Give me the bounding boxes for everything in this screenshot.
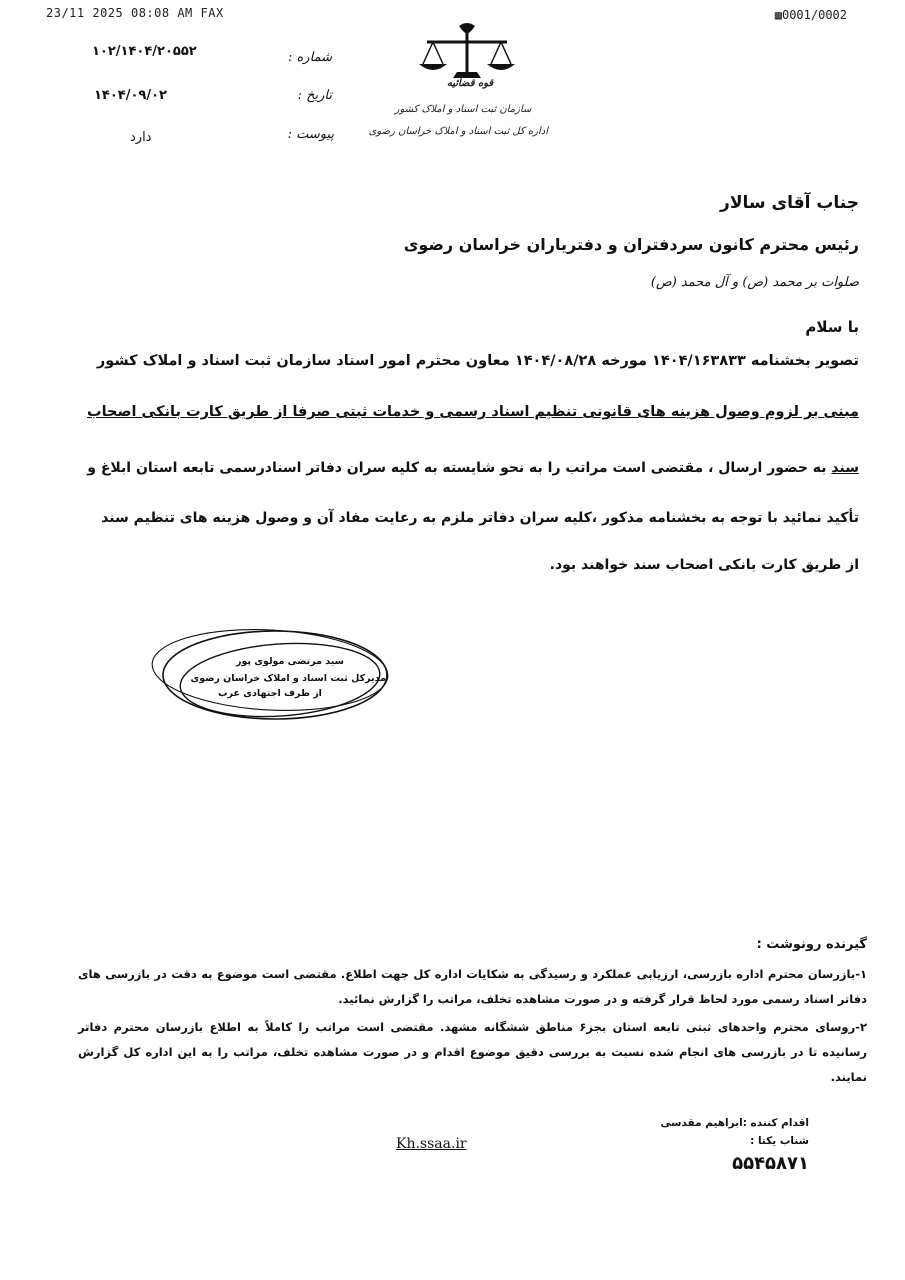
- page-icon: ▩: [774, 8, 782, 22]
- letter-number: ۱۰۲/۱۴۰۴/۲۰۵۵۲: [92, 44, 197, 59]
- copy-item-1: ۱-بازرسان محترم اداره بازرسی، ارزیابی عملکرد و رسیدگی به شکایات اداره کل جهت اطلاع. مقتضی است موضوع به دقت در بازرسی های دفاتر اسناد رسمی مورد لحاظ قرار گرفته و در صورت مشاهده تخلف، مراتب را گزارش نمائید.: [78, 967, 867, 1006]
- page-number: [775, 8, 847, 22]
- logo-line-3: اداره کل ثبت اسناد و املاک خراسان رضوی: [368, 126, 548, 137]
- signer-title: مدیرکل ثبت اسناد و املاک خراسان رضوی: [190, 673, 386, 684]
- letter-date: ۱۴۰۴/۰۹/۰۲: [94, 88, 167, 103]
- addressee-role: رئیس محترم کانون سردفتران و دفتریاران خراسان رضوی: [403, 235, 859, 254]
- page-number-text: 0001/0002: [781, 8, 847, 22]
- body-line-4: تأکید نمائید با توجه به بخشنامه مذکور ،کلیه سران دفاتر ملزم به رعایت مفاد آن و وصول هزینه های تنظیم سند: [101, 510, 859, 526]
- logo-line-2: سازمان ثبت اسناد و املاک کشور: [394, 104, 532, 115]
- greeting: با سلام: [805, 318, 859, 336]
- salutation: صلوات بر محمد (ص) و آل محمد (ص): [650, 275, 859, 290]
- body-line-3-rest: به حضور ارسال ، مقتضی است مراتب را به نحو شایسته به کلیه سران دفاتر اسنادرسمی تابعه استان ابلاغ و: [87, 460, 832, 476]
- shaba-label: شناب یکتا :: [750, 1135, 809, 1147]
- attachment-label: پیوست :: [287, 127, 334, 142]
- judiciary-emblem: [405, 20, 530, 82]
- copy-item-2: ۲-روسای محترم واحدهای ثبتی تابعه استان بجز۶ مناطق ششگانه مشهد. مقتضی است مراتب را کاملاً به اطلاع بازرسان محترم دفاتر رسانیده تا در بازرسی های انجام شده نسبت به بررسی دقیق موضوع اقدام و در صورت مشاهده تخلف، مراتب را به این اداره کل گزارش نمایند.: [78, 1020, 867, 1084]
- fax-header: 23/11 2025 08:08 AM FAX: [46, 6, 224, 20]
- logo-line-1: قوه قضائیه: [446, 78, 494, 89]
- letter-date-label: تاریخ :: [297, 88, 332, 103]
- scales-icon: [405, 20, 530, 82]
- body-line-3: [87, 460, 859, 476]
- action-by: اقدام کننده :ابراهیم مقدسی: [660, 1117, 809, 1129]
- copies-title: گیرنده رونوشت :: [756, 937, 867, 952]
- underlined-word: سند: [831, 460, 859, 476]
- tracking-code: ۵۵۴۵۸۷۱: [732, 1153, 809, 1174]
- letter-number-label: شماره :: [288, 50, 332, 65]
- body-line-2: مبنی بر لزوم وصول هزینه های قانونی تنظیم اسناد رسمی و خدمات ثبتی صرفا از طریق کارت بانکی اصحاب: [87, 404, 859, 420]
- addressee-title: جناب آقای سالار: [720, 193, 859, 213]
- attachment-value: دارد: [130, 130, 152, 145]
- signer-name: سید مرتضی مولوی پور: [235, 656, 345, 667]
- website-link[interactable]: Kh.ssaa.ir: [396, 1136, 467, 1152]
- body-line-5: از طریق کارت بانکی اصحاب سند خواهند بود.: [549, 557, 859, 573]
- body-line-1: تصویر بخشنامه ۱۴۰۴/۱۶۳۸۳۳ مورخه ۱۴۰۴/۰۸/۲۸ معاون محترم امور اسناد سازمان ثبت اسناد و املاک کشور: [96, 353, 859, 369]
- signer-on-behalf: از طرف اجتهادی عرب: [218, 688, 322, 699]
